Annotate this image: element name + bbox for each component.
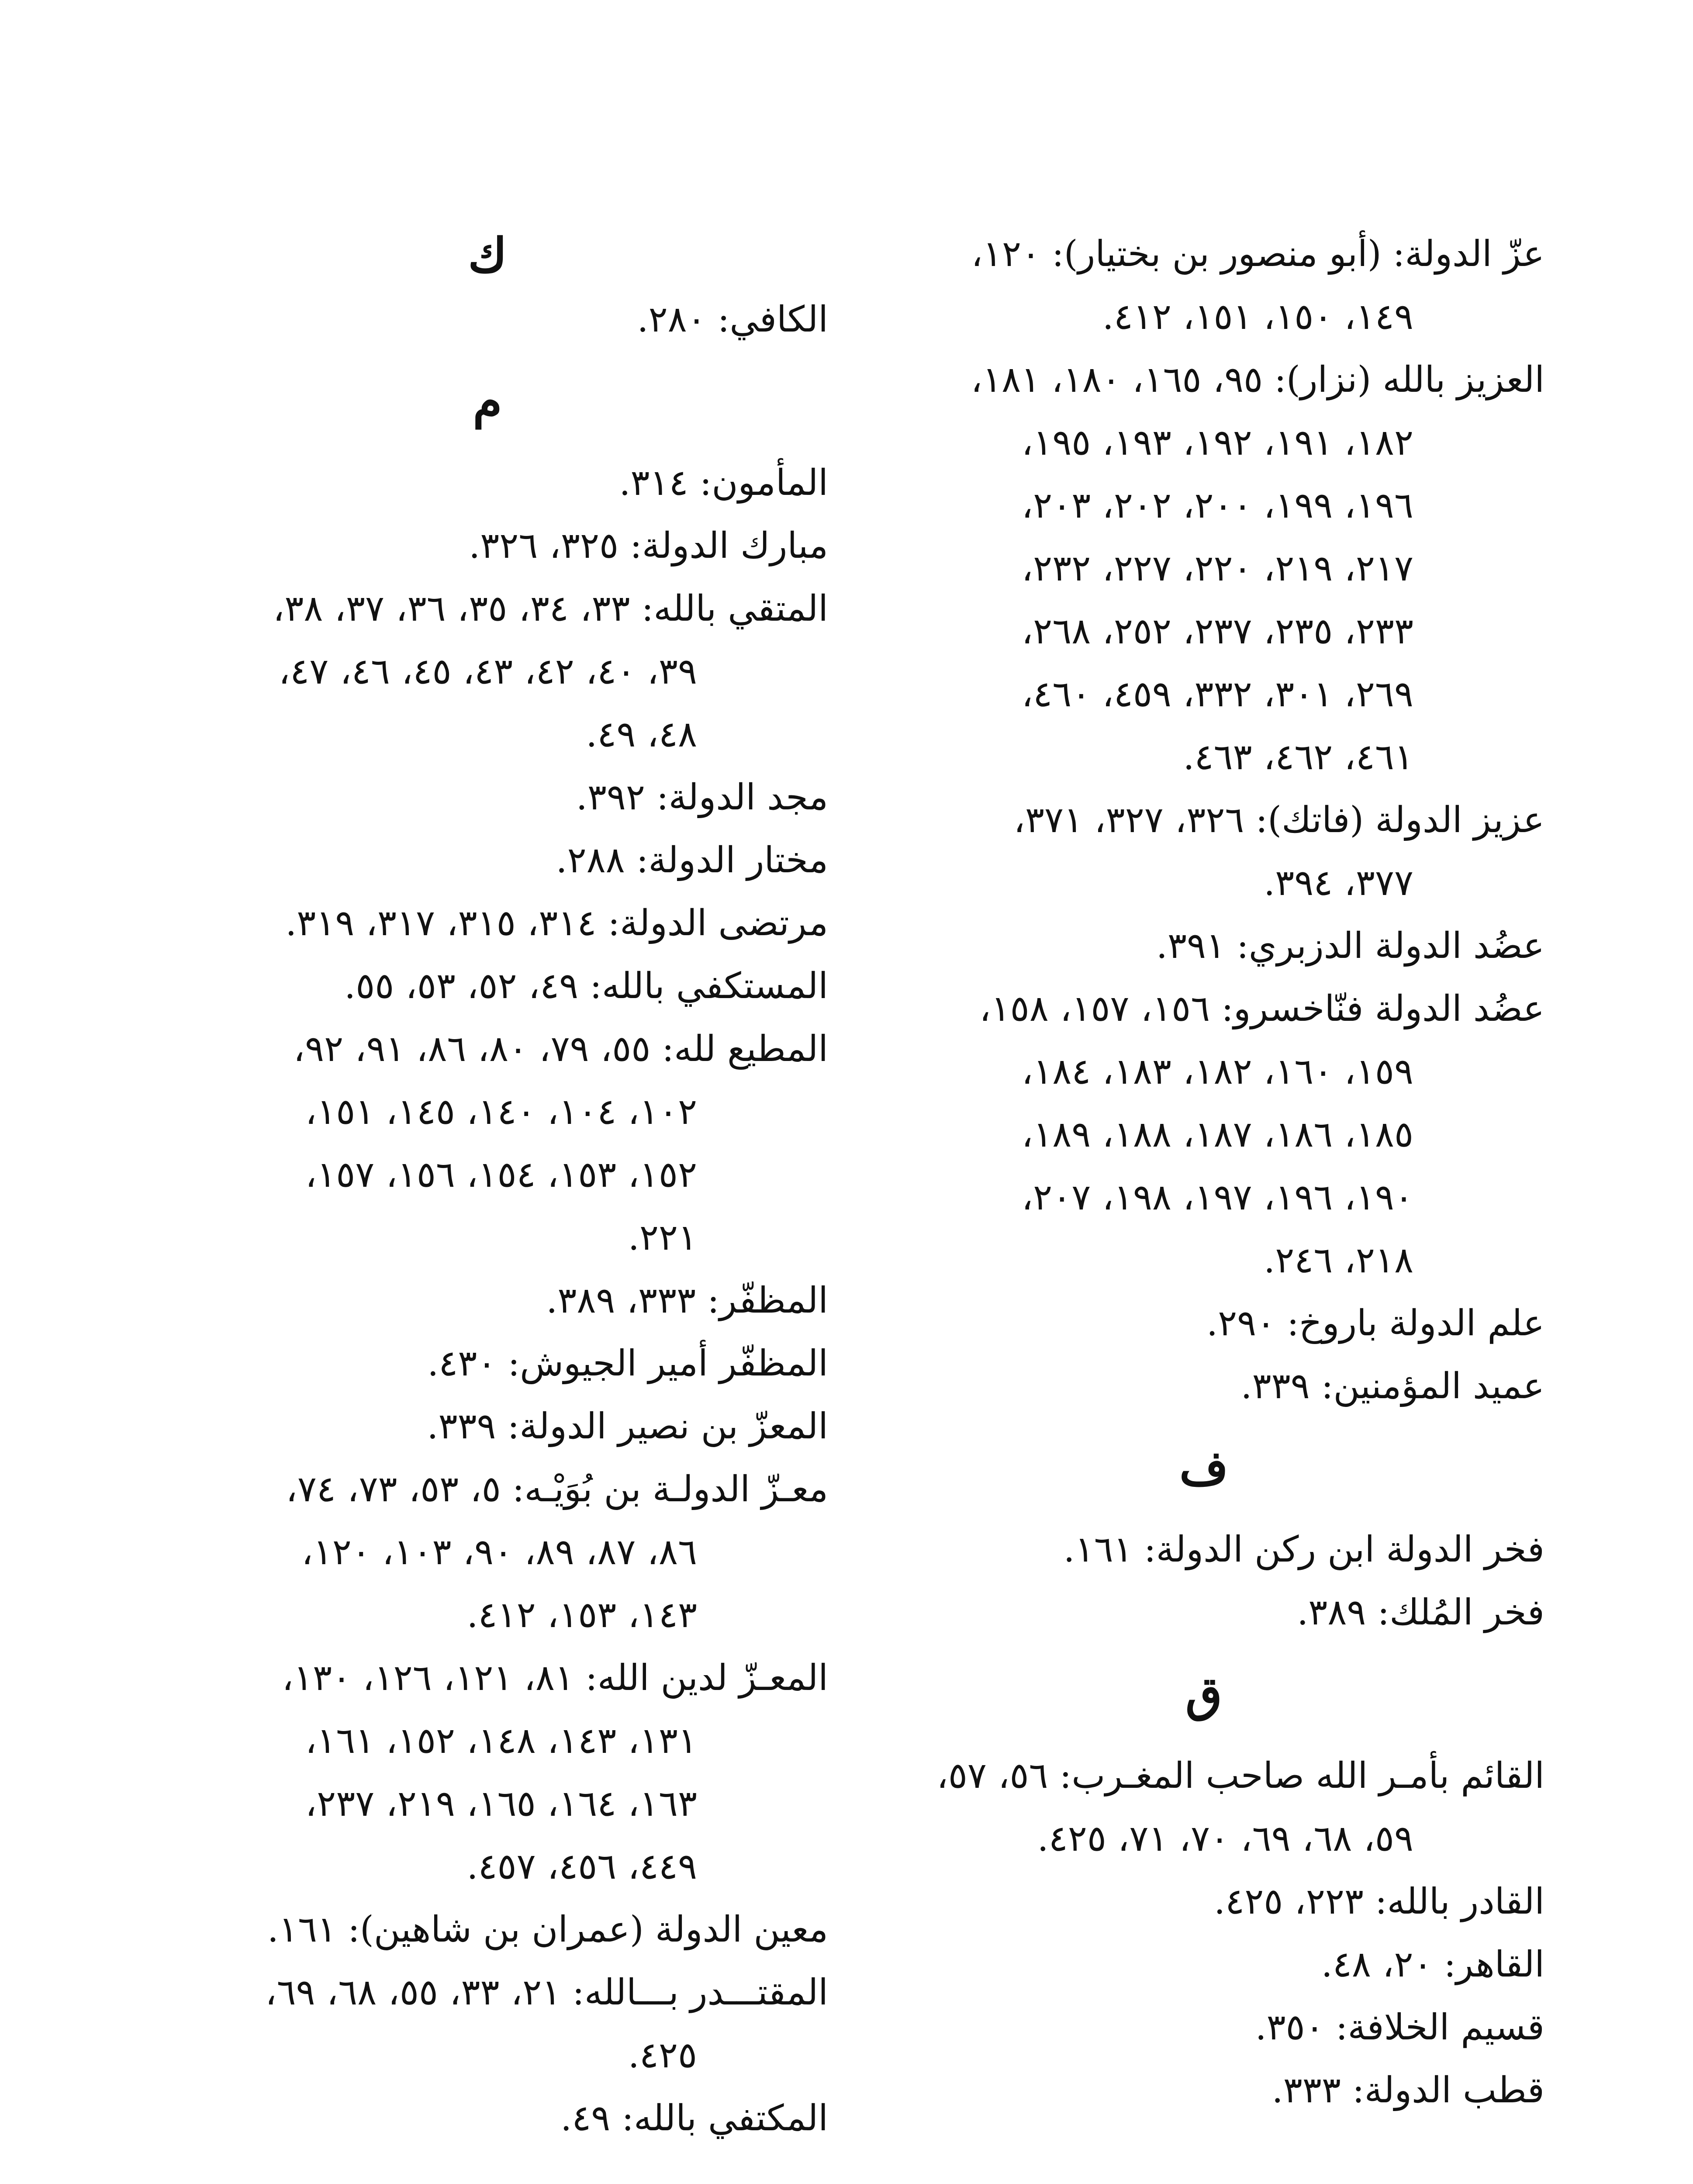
entry-continuation: ٢١٧، ٢١٩، ٢٢٠، ٢٢٧، ٢٣٢، [1021,548,1413,589]
entry-heading: فخر المُلك: ٣٨٩. [1297,1592,1544,1633]
entry-continuation: ٢٣٣، ٢٣٥، ٢٣٧، ٢٥٢، ٢٦٨، [1021,611,1413,652]
index-entry [147,577,828,766]
section-heading-qaf: ق [1185,1667,1222,1722]
index-entry [147,1458,828,1647]
entry-heading: الكافي: ٢٨٠. [637,299,828,340]
index-entry [147,1647,828,1898]
section-heading-kaf: ك [468,228,507,283]
index-entry [863,223,1544,349]
entry-heading: مبارك الدولة: ٣٢٥، ٣٢٦. [469,525,828,567]
entry-continuation: ١٩٦، ١٩٩، ٢٠٠، ٢٠٢، ٢٠٣، [1021,485,1413,526]
entry-heading: مختار الدولة: ٢٨٨. [556,840,828,881]
entry-heading: عضُد الدولة فنّاخسرو: ١٥٦، ١٥٧، ١٥٨، [979,988,1544,1030]
entry-heading: المظفّر: ٣٣٣، ٣٨٩. [546,1280,828,1321]
index-entry [147,1961,828,2087]
entry-heading: فخر الدولة ابن ركن الدولة: ١٦١. [1063,1529,1544,1570]
entry-heading: المظفّر أمير الجيوش: ٤٣٠. [427,1343,828,1384]
entry-heading: المستكفي بالله: ٤٩، ٥٢، ٥٣، ٥٥. [344,965,828,1007]
index-entry [863,2059,1544,2122]
entry-heading: القادر بالله: ٢٢٣، ٤٢٥. [1214,1881,1544,1922]
entry-heading: معـزّ الدولـة بن بُوَيْـه: ٥، ٥٣، ٧٣، ٧٤، [286,1469,828,1510]
entry-continuation: ٤٦١، ٤٦٢، ٤٦٣. [1183,736,1413,778]
index-entry [863,1292,1544,1355]
entry-continuation: ٢١٨، ٢٤٦. [1264,1240,1413,1281]
entry-continuation: ٨٦، ٨٧، ٨٩، ٩٠، ١٠٣، ١٢٠، [301,1531,697,1573]
index-entry [863,789,1544,915]
index-entry [863,1996,1544,2059]
entry-continuation: ١٠٢، ١٠٤، ١٤٠، ١٤٥، ١٥١، [305,1091,697,1133]
entry-heading: القائم بأمـر الله صاحب المغـرب: ٥٦، ٥٧، [936,1755,1544,1797]
index-entry [863,1355,1544,1418]
index-entry [147,955,828,1018]
entry-heading: عميد المؤمنين: ٣٣٩. [1240,1365,1544,1407]
entry-continuation: ٣٧٧، ٣٩٤. [1264,862,1413,904]
section-heading-fa: ف [1179,1441,1228,1496]
entries-mim [147,452,828,2150]
section-heading-mim: م [473,374,502,429]
entries-kaf [147,288,828,351]
right-column [863,223,1544,2122]
index-entry [863,978,1544,1292]
index-entry [147,1395,828,1458]
entry-heading: القاهر: ٢٠، ٤٨. [1321,1944,1544,1985]
entry-continuation: ١٥٢، ١٥٣، ١٥٤، ١٥٦، ١٥٧، [305,1154,697,1196]
entry-heading: عزيز الدولة (فاتك): ٣٢٦، ٣٢٧، ٣٧١، [1013,799,1544,841]
index-entry [147,452,828,515]
entry-heading: مجد الدولة: ٣٩٢. [576,777,828,818]
entry-continuation: ١٩٠، ١٩٦، ١٩٧، ١٩٨، ٢٠٧، [1021,1177,1413,1218]
entry-heading: عضُد الدولة الدزبري: ٣٩١. [1156,925,1544,967]
entry-continuation: ٢٦٩، ٣٠١، ٣٣٢، ٤٥٩، ٤٦٠، [1021,674,1413,715]
entry-continuation: ٤٨، ٤٩. [586,714,697,755]
entry-continuation: ١٣١، ١٤٣، ١٤٨، ١٥٢، ١٦١، [305,1720,697,1762]
entry-heading: قطب الدولة: ٣٣٣. [1271,2070,1544,2111]
index-entry [863,349,1544,789]
index-entry [147,1018,828,1269]
entry-continuation: ٤٢٥. [628,2035,697,2076]
index-entry [863,915,1544,978]
entry-continuation: ١٨٥، ١٨٦، ١٨٧، ١٨٨، ١٨٩، [1021,1114,1413,1155]
index-entry [147,892,828,955]
index-entry [147,515,828,577]
left-column [147,223,828,2150]
index-entry [863,1870,1544,1933]
entry-continuation: ١٥٩، ١٦٠، ١٨٢، ١٨٣، ١٨٤، [1021,1051,1413,1092]
entry-heading: معين الدولة (عمران بن شاهين): ١٦١. [267,1909,828,1950]
entry-heading: المعزّ بن نصير الدولة: ٣٣٩. [427,1406,828,1447]
entry-heading: مرتضى الدولة: ٣١٤، ٣١٥، ٣١٧، ٣١٩. [285,902,828,944]
index-entry [863,1745,1544,1870]
index-entry [863,1518,1544,1581]
entry-continuation: ١٦٣، ١٦٤، ١٦٥، ٢١٩، ٢٣٧، [305,1783,697,1825]
entry-continuation: ١٨٢، ١٩١، ١٩٢، ١٩٣، ١٩٥، [1021,422,1413,463]
entry-continuation: ٥٩، ٦٨، ٦٩، ٧٠، ٧١، ٤٢٥. [1037,1818,1413,1859]
entries-qaf [863,1745,1544,2122]
index-entry [147,1898,828,1961]
entry-heading: العزيز بالله (نزار): ٩٥، ١٦٥، ١٨٠، ١٨١، [971,359,1544,401]
index-entry [147,766,828,829]
index-entry [147,1332,828,1395]
entry-continuation: ١٤٩، ١٥٠، ١٥١، ٤١٢. [1102,296,1413,338]
entry-continuation: ٤٤٩، ٤٥٦، ٤٥٧. [466,1846,697,1887]
entry-heading: المتقي بالله: ٣٣، ٣٤، ٣٥، ٣٦، ٣٧، ٣٨، [273,588,828,629]
index-entry [147,1269,828,1332]
entry-heading: عزّ الدولة: (أبو منصور بن بختيار): ١٢٠، [971,233,1544,275]
entry-continuation: ١٤٣، ١٥٣، ٤١٢. [466,1594,697,1636]
index-entry [147,829,828,892]
entry-continuation: ٣٩، ٤٠، ٤٢، ٤٣، ٤٥، ٤٦، ٤٧، [278,651,697,692]
entries-fa [863,1518,1544,1644]
entry-continuation: ٢٢١. [628,1217,697,1258]
entry-heading: المطيع لله: ٥٥، ٧٩، ٨٠، ٨٦، ٩١، ٩٢، [293,1028,828,1070]
entries-ain [863,223,1544,1418]
entry-heading: قسيم الخلافة: ٣٥٠. [1255,2007,1544,2048]
entry-heading: المكتفي بالله: ٤٩. [560,2098,828,2139]
index-entry [863,1933,1544,1996]
entry-heading: المعـزّ لدين الله: ٨١، ١٢١، ١٢٦، ١٣٠، [282,1657,828,1699]
index-entry [147,2087,828,2150]
index-entry [863,1581,1544,1644]
entry-heading: المأمون: ٣١٤. [619,462,828,504]
entry-heading: المقتـــدر بـــالله: ٢١، ٣٣، ٥٥، ٦٨، ٦٩، [265,1972,828,2013]
entry-heading: علم الدولة باروخ: ٢٩٠. [1206,1303,1544,1344]
index-entry [147,288,828,351]
